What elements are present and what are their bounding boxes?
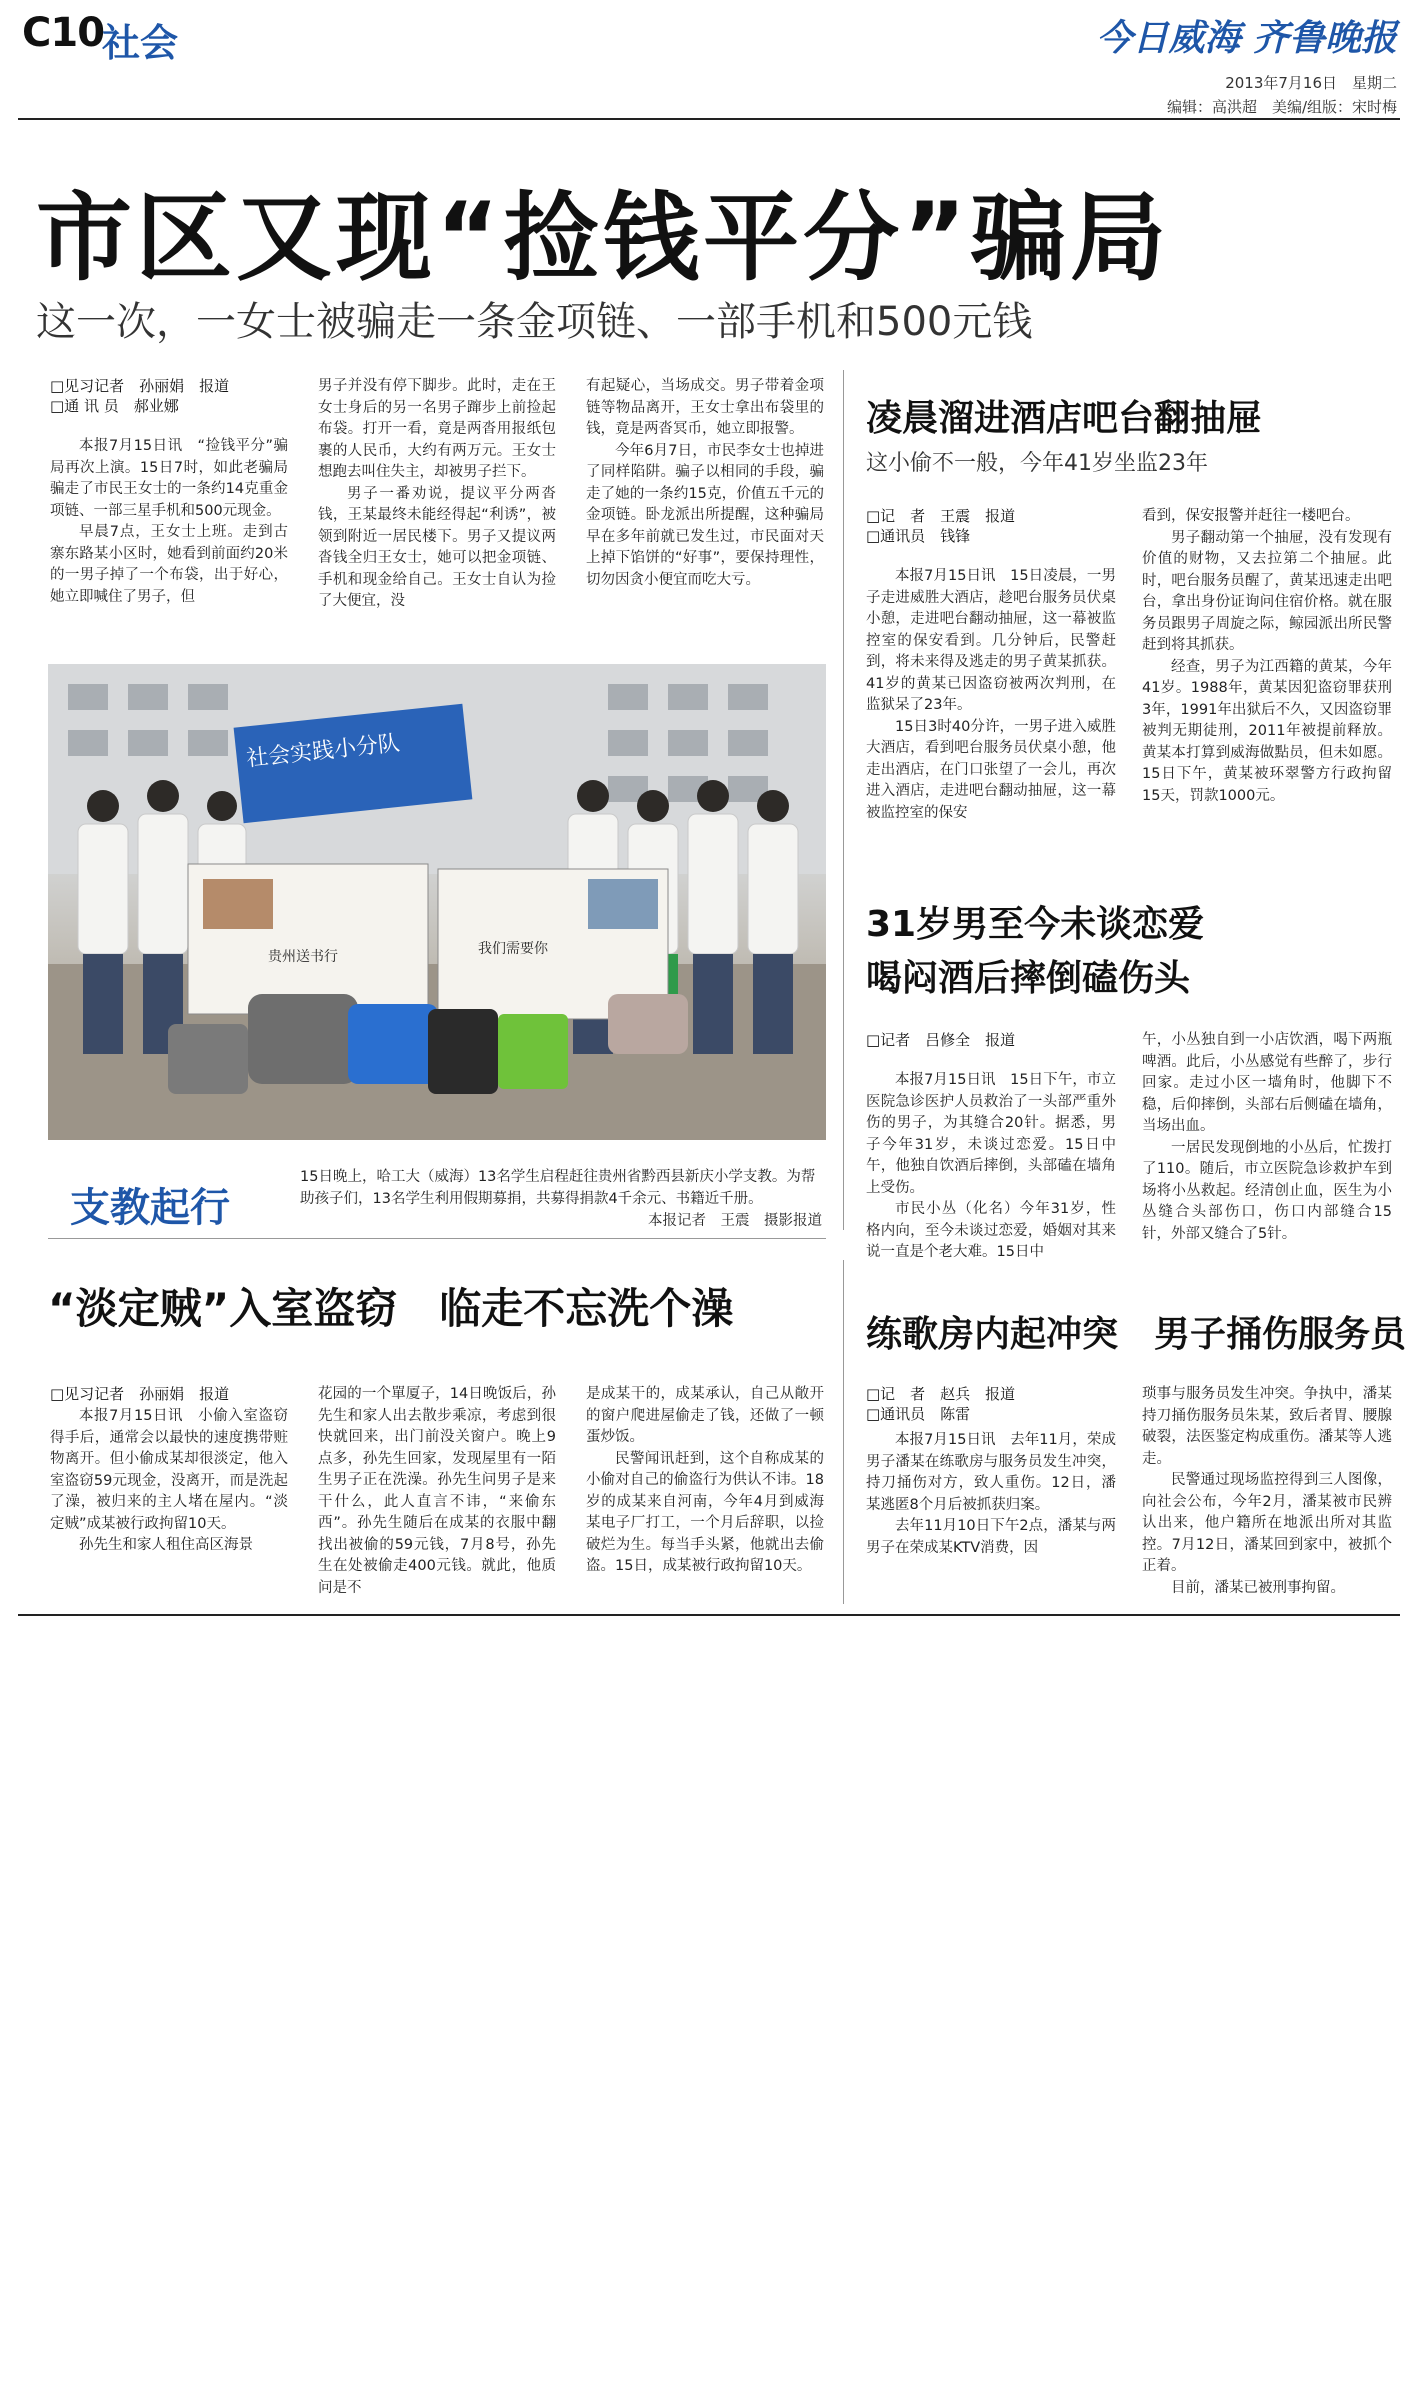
paragraph: 民警通过现场监控得到三人图像，向社会公布，今年2月，潘某被市民辨认出来，他户籍所在地派出所对其监控。7月12日，潘某回到家中，被抓个正着。 <box>1142 1472 1392 1574</box>
paragraph: 午，小丛独自到一小店饮酒，喝下两瓶啤酒。此后，小丛感觉有些醉了，步行回家。走过小区一墙角时，他脚下不稳，后仰摔倒，头部右后侧磕在墙角，当场出血。 <box>1142 1032 1392 1134</box>
paragraph: 早晨7点，王女士上班。走到古寨东路某小区时，她看到前面约20米的一男子掉了一个布袋，出于好心，她立即喊住了男子，但 <box>50 524 288 605</box>
story5-column-2 <box>1142 1384 1392 1604</box>
lead-byline-correspondent: □通 讯 员 郝业娜 <box>50 397 179 415</box>
story3-column-1 <box>866 1070 1116 1260</box>
paragraph: 市民小丛（化名）今年31岁，性格内向，至今未谈过恋爱，婚姻对其来说一直是个老大难。15日中 <box>866 1201 1116 1260</box>
story2-column-1 <box>866 566 1116 862</box>
photo-caption-title: 支教起行 <box>70 1185 230 1231</box>
photo-caption <box>300 1166 822 1232</box>
photo-sign-left-text: 贵州送书行 <box>268 949 338 965</box>
paragraph: 一居民发现倒地的小丛后，忙拨打了110。随后，市立医院急诊救护车到场将小丛救起。经清创止血，医生为小丛缝合头部伤口，伤口内部缝合15针，外部又缝合了5针。 <box>1142 1139 1392 1242</box>
paragraph: 是成某干的，成某承认，自己从敞开的窗户爬进屋偷走了钱，还做了一顿蛋炒饭。 <box>586 1386 824 1445</box>
page-number: C10 <box>22 10 105 56</box>
photo-illustration <box>48 664 826 1140</box>
paragraph: 民警闻讯赶到，这个自称成某的小偷对自己的偷盗行为供认不讳。18岁的成某来自河南，今年4月到威海某电子厂打工，一个月后辞职，以捡破烂为生。每当手头紧，他就出去偷盗。15日，成某被行政拘留10天。 <box>586 1450 824 1574</box>
paragraph: 目前，潘某已被刑事拘留。 <box>1171 1579 1345 1596</box>
lead-column-1 <box>50 436 288 646</box>
paragraph: 本报7月15日讯 去年11月，荣成男子潘某在练歌房与服务员发生冲突，持刀捅伤对方，致人重伤。12日，潘某逃匿8个月后被抓获归案。 <box>866 1432 1116 1513</box>
issue-date: 2013年7月16日 星期二 <box>1225 74 1397 92</box>
paragraph: 经查，男子为江西籍的黄某，今年41岁。1988年，黄某因犯盗窃罪获刑3年，1991年出狱后不久，又因盗窃罪被判无期徒刑，2011年被提前释放。黄某本打算到威海做點员，但未如愿。15日下午，黄某被环翠警方行政拘留15天，罚款1000元。 <box>1142 658 1392 804</box>
story5-byline-correspondent: □通讯员 陈雷 <box>866 1405 971 1423</box>
photo-sign-right-text: 我们需要你 <box>478 941 548 957</box>
paragraph: 去年11月10日下午2点，潘某与两男子在荣成某KTV消费，因 <box>866 1518 1116 1556</box>
paragraph: 本报7月15日讯 15日下午，市立医院急诊医护人员救治了一头部严重外伤的男子，为其缝合20针。据悉，男子今年31岁，未谈过恋爱。15日中午，他独自饮酒后摔倒，头部磕在墙角上受伤。 <box>866 1072 1116 1196</box>
editors-line: 编辑：高洪超 美编/组版：宋时梅 <box>1166 98 1397 116</box>
paragraph: 今年6月7日，市民李女士也掉进了同样陷阱。骗子以相同的手段，骗走了她的一条约15克，价值五千元的金项链。卧龙派出所提醒，这种骗局早在多年前就已发生过，市民面对天上掉下馅饼的“好事”，要保持理性，切勿因贪小便宜而吃大亏。 <box>586 442 824 588</box>
story3-title-line-1: 31岁男至今未谈恋爱 <box>866 904 1205 945</box>
story2-column-2 <box>1142 506 1392 862</box>
paragraph: 有起疑心，当场成交。男子带着金项链等物品离开，王女士拿出布袋里的钱，竟是两沓冥币，她立即报警。 <box>586 378 824 437</box>
paragraph: 看到，保安报警并赶往一楼吧台。 <box>1142 508 1360 524</box>
paragraph: 琐事与服务员发生冲突。争执中，潘某持刀捅伤服务员朱某，致后者胃、腰腺破裂，法医鉴定构成重伤。潘某等人逃走。 <box>1142 1386 1392 1467</box>
story5-byline-reporter: □记 者 赵兵 报道 <box>866 1385 1016 1403</box>
paragraph: 花园的一个單厦子，14日晚饭后，孙先生和家人出去散步乘凉，考虑到很快就回来，出门前没关窗户。晚上9点多，孙先生回家，发现屋里有一陌生男子正在洗澡。孙先生问男子是来干什么，此人直言不讳，“来偷东西”。孙先生随后在成某的衣服中翻找出被偷的59元钱，7月8号，孙先生在处被偷走400元钱。就此，他质问是不 <box>318 1386 556 1596</box>
photo-banner-text: 社会实践小分队 <box>245 731 402 772</box>
paragraph: 本报7月15日讯 “捡钱平分”骗局再次上演。15日7时，如此老骗局骗走了市民王女士的一条约14克重金项链、一部三星手机和500元现金。 <box>50 438 288 519</box>
column-divider <box>843 370 844 1230</box>
story4-column-1 <box>50 1406 288 1604</box>
photo-caption-text: 15日晚上，哈工大（威海）13名学生启程赶往贵州省黔西县新庆小学支教。为帮助孩子们，13名学生利用假期募捐，共募得捐款4千余元、书籍近千册。 <box>300 1169 816 1207</box>
lead-subhead: 这一次，一女士被骗走一条金项链、一部手机和500元钱 <box>36 299 1033 345</box>
section-name: 社会 <box>102 20 179 65</box>
footer-rule <box>18 1614 1400 1616</box>
lead-column-3 <box>586 376 824 646</box>
lead-headline: 市区又现“捡钱平分”骗局 <box>36 182 1171 294</box>
paragraph: 本报7月15日讯 小偷入室盗窃得手后，通常会以最快的速度携带赃物离开。但小偷成某却很淡定，他入室盗窃59元现金，没离开，而是洗起了澡，被归来的主人堵在屋内。“淡定贼”成某被行政拘留10天。 <box>50 1408 288 1532</box>
story2-byline-correspondent: □通讯员 钱锋 <box>866 527 971 545</box>
paragraph: 本报7月15日讯 15日凌晨，一男子走进威胜大酒店，趁吧台服务员伏桌小憩，走进吧台翻动抽屉，这一幕被监控室的保安看到。几分钟后，民警赶到，将未来得及逃走的男子黄某抓获。41岁的黄某已因盗窃被两次判刑，在监狱呆了23年。 <box>866 568 1116 713</box>
paragraph: 男子一番劝说，提议平分两沓钱，王某最终未能经得起“利诱”，被领到附近一居民楼下。男子又提议两沓钱全归王女士，她可以把金项链、手机和现金给自己。王女士自认为捡了大便宜，没 <box>318 485 556 609</box>
story3-byline-reporter: □记者 吕修全 报道 <box>866 1031 1016 1049</box>
lead-column-2 <box>318 376 556 646</box>
lead-byline-reporter: □见习记者 孙丽娟 报道 <box>50 377 230 395</box>
photo-credit: 本报记者 王震 摄影报道 <box>648 1213 822 1229</box>
section-divider <box>48 1238 826 1239</box>
story4-byline-reporter: □见习记者 孙丽娟 报道 <box>50 1385 230 1403</box>
story2-byline-reporter: □记 者 王震 报道 <box>866 507 1016 525</box>
newspaper-brand: 今日威海 齐鲁晚报 <box>1096 17 1397 59</box>
paragraph: 孙先生和家人租住高区海景 <box>79 1537 253 1553</box>
story2-title: 凌晨溜进酒店吧台翻抽屉 <box>866 398 1263 439</box>
paragraph: 男子并没有停下脚步。此时，走在王女士身后的另一名男子蹿步上前捡起布袋。打开一看，竟是两沓用报纸包裹的人民币，大约有两万元。王女士想跑去叫住失主，却被男子拦下。 <box>318 378 556 480</box>
column-divider <box>843 1260 844 1604</box>
story5-title: 练歌房内起冲突 男子捅伤服务员 <box>866 1314 1407 1355</box>
story3-title-line-2: 喝闷酒后摔倒磕伤头 <box>866 958 1191 999</box>
story3-column-2 <box>1142 1030 1392 1260</box>
story5-column-1 <box>866 1430 1116 1604</box>
story4-column-3 <box>586 1384 824 1604</box>
paragraph: 15日3时40分许，一男子进入威胜大酒店，看到吧台服务员伏桌小憩，他走出酒店，在门口张望了一会儿，再次进入酒店，走进吧台翻动抽屉，这一幕被监控室的保安 <box>866 718 1116 821</box>
story2-subtitle: 这小偷不一般，今年41岁坐监23年 <box>866 451 1208 476</box>
story4-title: “淡定贼”入室盗窃 临走不忘洗个澡 <box>48 1284 734 1333</box>
paragraph: 男子翻动第一个抽屉，没有发现有价值的财物，又去拉第二个抽屉。此时，吧台服务员醒了，黄某迅速走出吧台，拿出身份证询问住宿价格。就在服务员跟男子周旋之际，鲸园派出所民警赶到将其抓获。 <box>1142 529 1392 653</box>
news-photo <box>48 664 826 1140</box>
story4-column-2 <box>318 1384 556 1604</box>
header-rule <box>18 118 1400 120</box>
